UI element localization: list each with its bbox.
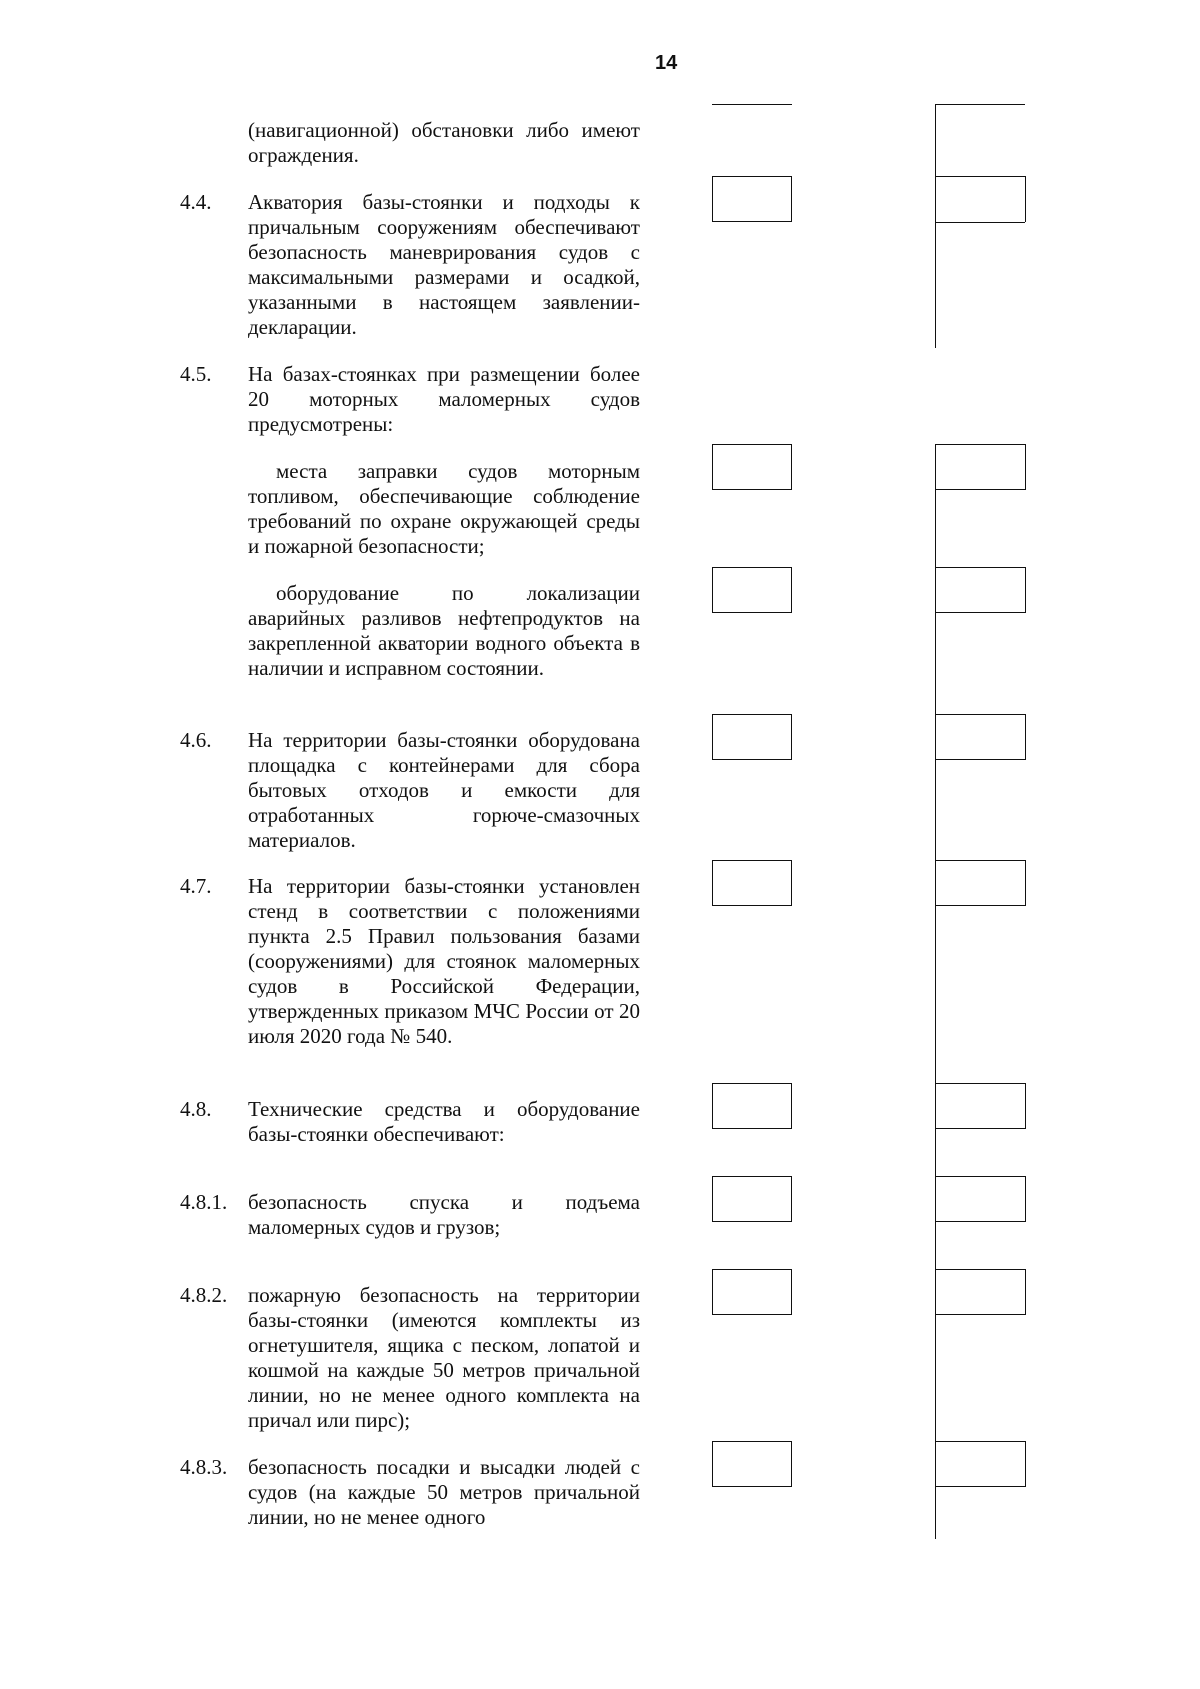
checkbox-4-5-fuel-no[interactable] (935, 444, 1026, 490)
right-checkbox-4-4-bottom-edge (935, 222, 1025, 223)
item-text-4-8: Технические средства и оборудование базы-стоянки обеспечивают: (248, 1097, 640, 1146)
checkbox-4-6-yes[interactable] (712, 714, 792, 760)
checkbox-4-8-3-yes[interactable] (712, 1441, 792, 1487)
item-number-4-8-3: 4.8.3. (180, 1455, 228, 1479)
item-text-4-8-1: безопасность спуска и подъема маломерных судов и грузов; (248, 1190, 640, 1239)
checkbox-4-5-spill-no[interactable] (935, 567, 1026, 613)
checkbox-4-4-yes[interactable] (712, 176, 792, 222)
right-checkbox-4-4-side (1025, 176, 1026, 222)
item-text-4-8-2: пожарную безопасность на территории базы-стоянки (имеются комплекты из огнетушителя, ящика с песком, лопатой и кошмой на каждые 50 метров причальной линии, но не менее одного комплекта на причал или пирс); (248, 1283, 640, 1432)
item-number-4-4: 4.4. (180, 190, 212, 214)
checkbox-4-8-1-yes[interactable] (712, 1176, 792, 1222)
checkbox-4-8-2-no[interactable] (935, 1269, 1026, 1315)
item-text-4-6: На территории базы-стоянки оборудована площадка с контейнерами для сбора бытовых отходов и емкости для отработанных горюче-смазочных материалов. (248, 728, 640, 852)
right-checkbox-4-4-top-edge (935, 176, 1025, 177)
item-text-4-5-spill: оборудование по локализации аварийных разливов нефтепродуктов на закрепленной акватории водного объекта в наличии и исправном состоянии. (248, 581, 640, 680)
checkbox-4-8-3-no[interactable] (935, 1441, 1026, 1487)
item-text-4-7: На территории базы-стоянки установлен стенд в соответствии с положениями пункта 2.5 Правил пользования базами (сооружениями) для стоянок маломерных судов в Российской Федерации, утвержденных приказом МЧС России от 20 июля 2020 года № 540. (248, 874, 640, 1048)
checkbox-4-8-2-yes[interactable] (712, 1269, 792, 1315)
item-text-continuation: (навигационной) обстановки либо имеют ограждения. (248, 118, 640, 167)
page-number: 14 (655, 52, 678, 74)
checkbox-4-7-no[interactable] (935, 860, 1026, 906)
checkbox-4-8-yes[interactable] (712, 1083, 792, 1129)
item-text-4-5-fuel: места заправки судов моторным топливом, обеспечивающие соблюдение требований по охране окружающей среды и пожарной безопасности; (248, 459, 640, 558)
left-checkbox-top-edge (712, 104, 792, 105)
item-number-4-8-2: 4.8.2. (180, 1283, 228, 1307)
item-number-4-5: 4.5. (180, 362, 212, 386)
item-number-4-6: 4.6. (180, 728, 212, 752)
item-text-4-8-3: безопасность посадки и высадки людей с судов (на каждые 50 метров причальной линии, но не менее одного (248, 1455, 640, 1529)
checkbox-4-8-no[interactable] (935, 1083, 1026, 1129)
checkbox-4-5-fuel-yes[interactable] (712, 444, 792, 490)
item-text-4-4: Акватория базы-стоянки и подходы к причальным сооружениям обеспечивают безопасность маневрирования судов с максимальными размерами и осадкой, указанными в настоящем заявлении-декларации. (248, 190, 640, 339)
item-number-4-8: 4.8. (180, 1097, 212, 1121)
checkbox-4-6-no[interactable] (935, 714, 1026, 760)
item-text-4-5: На базах-стоянках при размещении более 20 моторных маломерных судов предусмотрены: (248, 362, 640, 436)
checkbox-4-5-spill-yes[interactable] (712, 567, 792, 613)
right-column-line-upper (935, 104, 936, 348)
item-number-4-7: 4.7. (180, 874, 212, 898)
checkbox-4-8-1-no[interactable] (935, 1176, 1026, 1222)
item-number-4-8-1: 4.8.1. (180, 1190, 228, 1214)
checkbox-4-7-yes[interactable] (712, 860, 792, 906)
right-checkbox-top-edge (935, 104, 1025, 105)
